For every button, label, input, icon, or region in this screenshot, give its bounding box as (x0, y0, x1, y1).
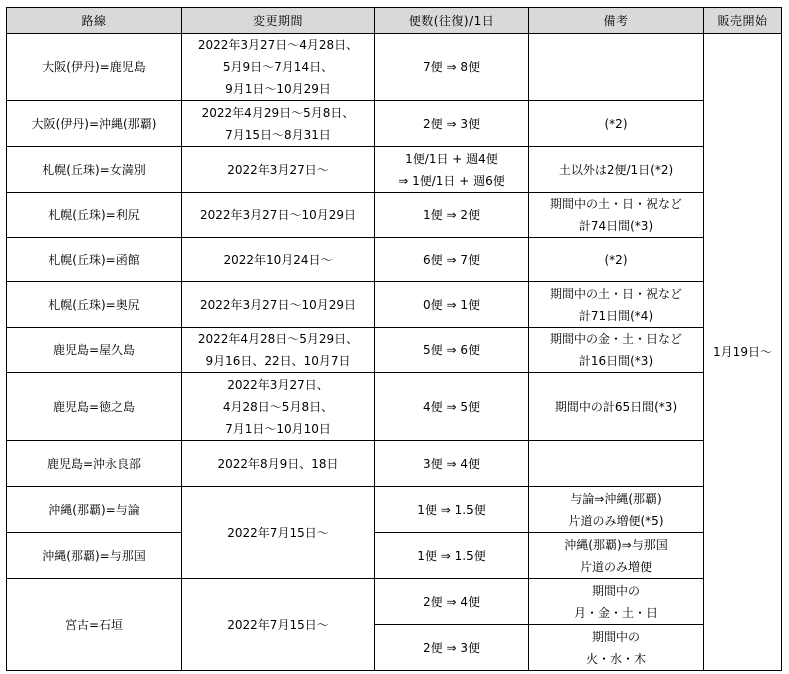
schedule-table (6, 7, 782, 671)
flights-cell: 1便 ⇒ 1.5便 (375, 533, 529, 579)
note-cell: 期間中の金・土・日など 計16日間(*3) (529, 328, 704, 373)
table-row (7, 193, 782, 238)
header-route: 路線 (7, 8, 182, 34)
header-sale-start: 販売開始 (704, 8, 782, 34)
note-cell: 期間中の 火・水・木 (529, 625, 704, 671)
period-cell: 2022年3月27日～4月28日、 5月9日～7月14日、 9月1日～10月29日 (182, 34, 375, 101)
route-cell: 沖縄(那覇)=与論 (7, 487, 182, 533)
note-cell: 土以外は2便/1日(*2) (529, 147, 704, 193)
table-row (7, 147, 782, 193)
header-flights: 便数(往復)/1日 (375, 8, 529, 34)
note-cell: 期間中の土・日・祝など 計74日間(*3) (529, 193, 704, 238)
table-row (7, 282, 782, 328)
table-row (7, 487, 782, 533)
flights-cell: 3便 ⇒ 4便 (375, 441, 529, 487)
note-cell (529, 441, 704, 487)
header-note: 備考 (529, 8, 704, 34)
note-cell (529, 34, 704, 101)
flights-cell: 1便 ⇒ 2便 (375, 193, 529, 238)
flights-cell: 0便 ⇒ 1便 (375, 282, 529, 328)
route-cell: 鹿児島=徳之島 (7, 373, 182, 441)
flights-cell: 4便 ⇒ 5便 (375, 373, 529, 441)
table-row (7, 328, 782, 373)
flights-cell: 1便 ⇒ 1.5便 (375, 487, 529, 533)
sale-start-cell: 1月19日～ (704, 34, 782, 671)
table-row (7, 533, 782, 579)
note-cell: 期間中の計65日間(*3) (529, 373, 704, 441)
header-period: 変更期間 (182, 8, 375, 34)
period-cell: 2022年4月28日～5月29日、 9月16日、22日、10月7日 (182, 328, 375, 373)
flights-cell: 2便 ⇒ 4便 (375, 579, 529, 625)
period-cell: 2022年3月27日～10月29日 (182, 282, 375, 328)
table-row (7, 441, 782, 487)
route-cell: 大阪(伊丹)=沖縄(那覇) (7, 101, 182, 147)
note-cell: 期間中の土・日・祝など 計71日間(*4) (529, 282, 704, 328)
flights-cell: 1便/1日 + 週4便 ⇒ 1便/1日 + 週6便 (375, 147, 529, 193)
route-cell: 沖縄(那覇)=与那国 (7, 533, 182, 579)
route-cell: 札幌(丘珠)=利尻 (7, 193, 182, 238)
period-cell: 2022年10月24日～ (182, 238, 375, 282)
period-cell: 2022年7月15日～ (182, 487, 375, 579)
note-cell: (*2) (529, 238, 704, 282)
header-row (7, 8, 782, 34)
table-row (7, 373, 782, 441)
table-row (7, 101, 782, 147)
note-cell: (*2) (529, 101, 704, 147)
period-cell: 2022年3月27日～ (182, 147, 375, 193)
period-cell: 2022年8月9日、18日 (182, 441, 375, 487)
period-cell: 2022年4月29日～5月8日、 7月15日～8月31日 (182, 101, 375, 147)
route-cell: 鹿児島=屋久島 (7, 328, 182, 373)
route-cell: 札幌(丘珠)=女満別 (7, 147, 182, 193)
note-cell: 与論⇒沖縄(那覇) 片道のみ増便(*5) (529, 487, 704, 533)
route-cell: 鹿児島=沖永良部 (7, 441, 182, 487)
table-row (7, 238, 782, 282)
table-row (7, 34, 782, 101)
route-cell: 大阪(伊丹)=鹿児島 (7, 34, 182, 101)
flights-cell: 2便 ⇒ 3便 (375, 625, 529, 671)
note-cell: 沖縄(那覇)⇒与那国 片道のみ増便 (529, 533, 704, 579)
flights-cell: 2便 ⇒ 3便 (375, 101, 529, 147)
flights-cell: 7便 ⇒ 8便 (375, 34, 529, 101)
route-cell: 札幌(丘珠)=函館 (7, 238, 182, 282)
flights-cell: 5便 ⇒ 6便 (375, 328, 529, 373)
route-cell: 宮古=石垣 (7, 579, 182, 671)
period-cell: 2022年3月27日～10月29日 (182, 193, 375, 238)
route-cell: 札幌(丘珠)=奥尻 (7, 282, 182, 328)
period-cell: 2022年3月27日、 4月28日～5月8日、 7月1日～10月10日 (182, 373, 375, 441)
period-cell: 2022年7月15日～ (182, 579, 375, 671)
note-cell: 期間中の 月・金・土・日 (529, 579, 704, 625)
flights-cell: 6便 ⇒ 7便 (375, 238, 529, 282)
table-row (7, 579, 782, 625)
